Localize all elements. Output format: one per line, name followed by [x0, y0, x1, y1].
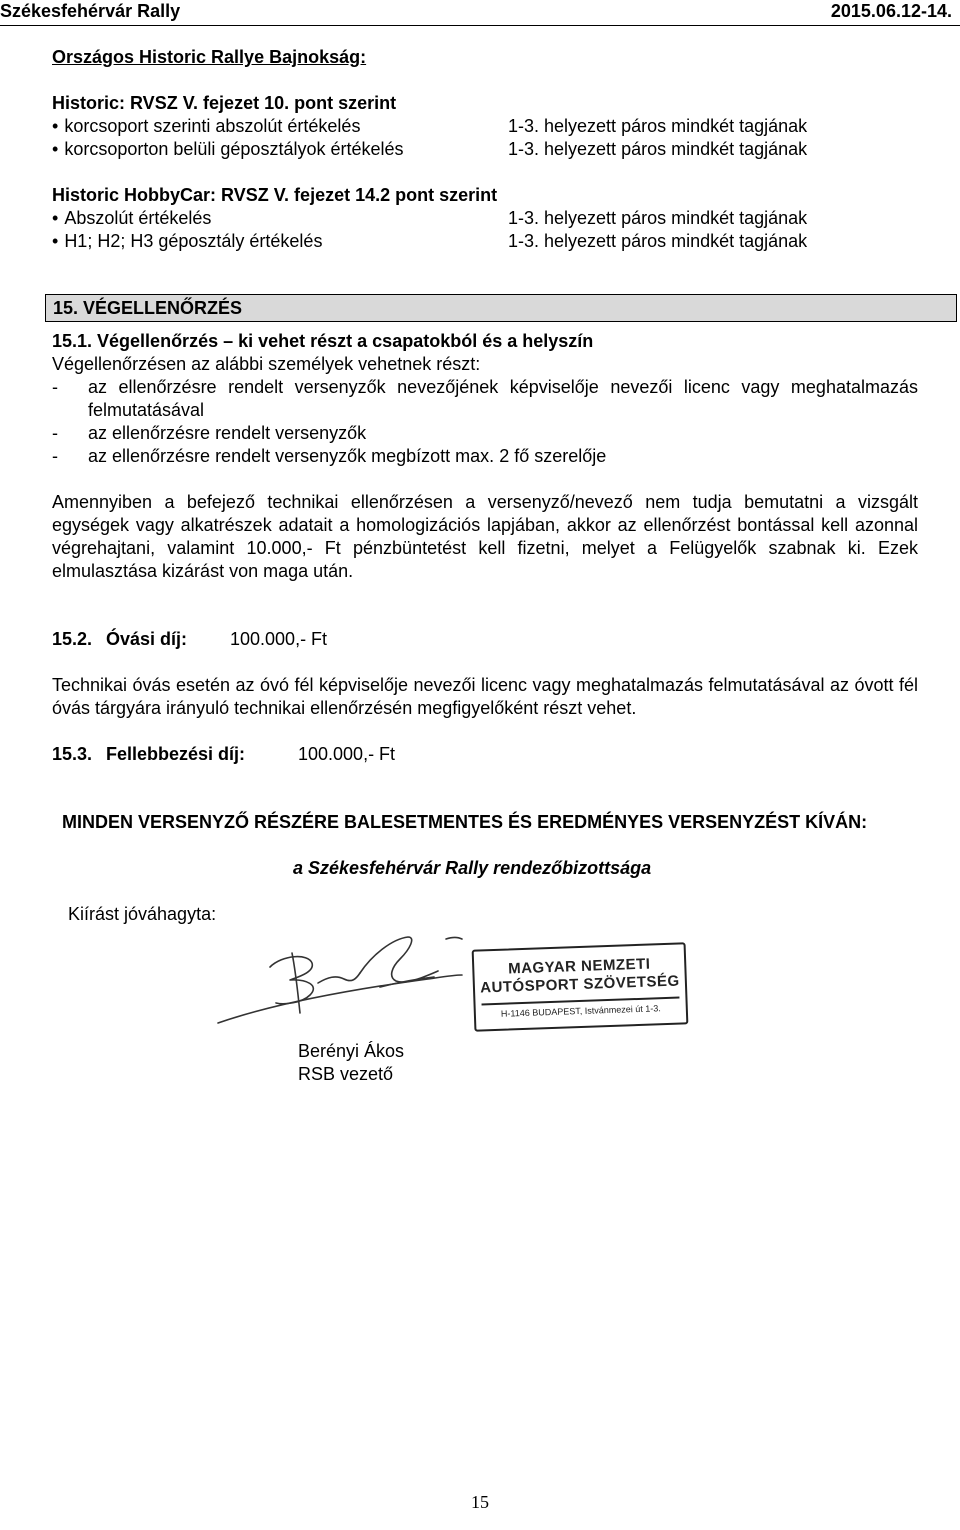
section-15-2-number: 15.2. [52, 629, 93, 649]
appeal-fee-amount: 100.000,- Ft [298, 744, 396, 764]
appeal-fee-label: Fellebbezési díj: [106, 744, 246, 764]
hobbycar-row-placement: 1-3. helyezett páros mindkét tagjának [508, 208, 808, 228]
signatory-role: RSB vezető [298, 1064, 394, 1084]
header-title: Székesfehérvár Rally [0, 1, 181, 21]
header-date: 2015.06.12-14. [830, 1, 952, 21]
association-stamp [472, 942, 689, 1031]
participant-item: az ellenőrzésre rendelt versenyzők megbízott max. 2 fő szerelője [88, 446, 607, 466]
section-15-1-intro: Végellenőrzésen az alábbi személyek vehetnek részt: [52, 354, 481, 374]
section-15-title: 15. VÉGELLENŐRZÉS [53, 298, 243, 318]
section-15-heading-box [45, 294, 957, 322]
historic-row-placement: 1-3. helyezett páros mindkét tagjának [508, 116, 808, 136]
protest-fee-amount: 100.000,- Ft [230, 629, 328, 649]
protest-paragraph: Technikai óvás esetén az óvó fél képviselője nevezői licenc vagy meghatalmazás felmutatásával az óvott fél óvás tárgyára irányuló technikai ellenőrzésén megfigyelőként részt vehet. [52, 675, 918, 718]
stamp-line-1: MAGYAR NEMZETI [507, 955, 651, 978]
championship-heading: Országos Historic Rallye Bajnokság: [52, 47, 367, 67]
header-divider [0, 25, 960, 26]
page-number: 15 [471, 1492, 489, 1512]
handwritten-signature [210, 925, 470, 1030]
dash-marker: - [52, 423, 58, 443]
participant-item: az ellenőrzésre rendelt versenyzők nevezőjének képviselője nevezői licenc vagy meghatalmazás felmutatásával [88, 377, 918, 420]
stamp-line-3: H-1146 BUDAPEST, Istvánmezei út 1-3. [500, 1003, 661, 1019]
protest-fee-label: Óvási díj: [106, 629, 188, 649]
approved-by-label: Kiírást jóváhagyta: [68, 904, 217, 924]
participant-item: az ellenőrzésre rendelt versenyzők [88, 423, 367, 443]
section-15-1-heading: 15.1. Végellenőrzés – ki vehet részt a csapatokból és a helyszín [52, 331, 594, 351]
historic-title: Historic: RVSZ V. fejezet 10. pont szerint [52, 93, 397, 113]
historic-row-label: • korcsoporton belüli géposztályok értékelés [52, 138, 404, 161]
hobbycar-row-label: • H1; H2; H3 géposztály értékelés [52, 230, 322, 253]
stamp-line-2: AUTÓSPORT SZÖVETSÉG [479, 972, 680, 997]
historic-row-placement: 1-3. helyezett páros mindkét tagjának [508, 139, 808, 159]
organizer-signature-line: a Székesfehérvár Rally rendezőbizottsága [293, 858, 652, 878]
historic-row-label: • korcsoport szerinti abszolút értékelés [52, 115, 360, 138]
closing-wish: MINDEN VERSENYZŐ RÉSZÉRE BALESETMENTES ÉS EREDMÉNYES VERSENYZÉST KÍVÁN: [62, 812, 868, 832]
hobbycar-row-label: • Abszolút értékelés [52, 207, 211, 230]
hobbycar-title: Historic HobbyCar: RVSZ V. fejezet 14.2 pont szerint [52, 185, 498, 205]
dash-marker: - [52, 446, 58, 466]
dash-marker: - [52, 377, 58, 397]
final-inspection-paragraph: Amennyiben a befejező technikai ellenőrzésen a versenyző/nevező nem tudja bemutatni a vizsgált egységek vagy alkatrészek adatait a homologizációs lapjában, akkor az ellenőrzést bontással kell azonnal végrehajtani, valamint 10.000,- Ft pénzbüntetést kell fizetni, melyet a Felügyelők szabnak ki. Ezek elmulasztása kizárást von maga után. [52, 492, 918, 581]
hobbycar-row-placement: 1-3. helyezett páros mindkét tagjának [508, 231, 808, 251]
section-15-3-number: 15.3. [52, 744, 93, 764]
signatory-name: Berényi Ákos [298, 1041, 405, 1061]
